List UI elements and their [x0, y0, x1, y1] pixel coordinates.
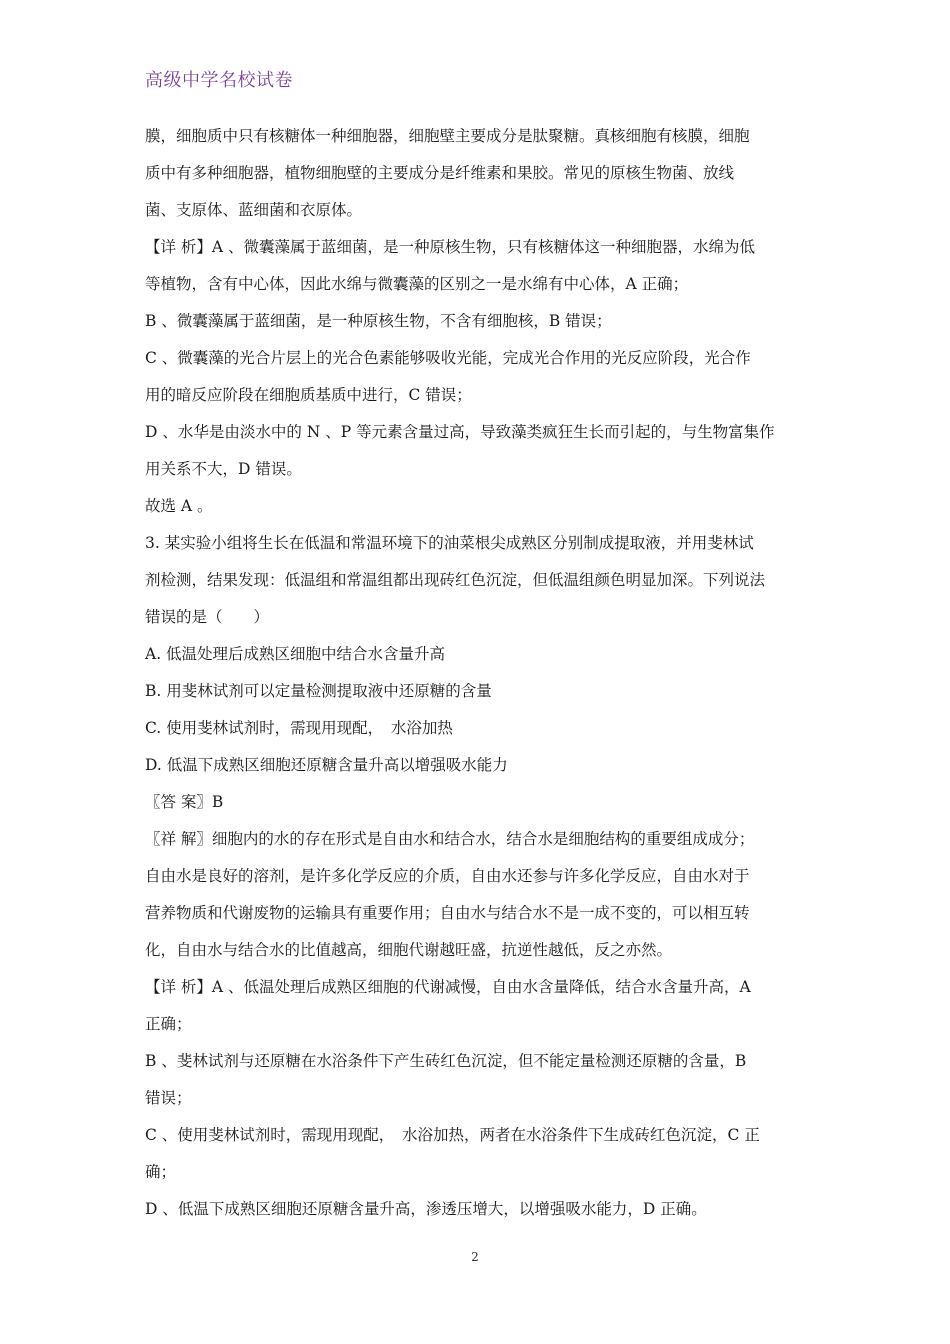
- text-line: 确；: [145, 1163, 177, 1181]
- document-body: [145, 118, 810, 1228]
- option-b: B. 用斐林试剂可以定量检测提取液中还原糖的含量: [145, 682, 492, 700]
- text-line: 【详 析】A 、微囊藻属于蓝细菌，是一种原核生物，只有核糖体这一种细胞器，水绵为低: [145, 238, 756, 256]
- text-line: C 、使用斐林试剂时，需现用现配， 水浴加热，两者在水浴条件下生成砖红色沉淀，C 正: [145, 1126, 760, 1144]
- question-stem-line: 错误的是（ ）: [145, 608, 270, 626]
- text-line: 自由水是良好的溶剂，是许多化学反应的介质，自由水还参与许多化学反应，自由水对于: [145, 867, 750, 885]
- text-line: 故选 A 。: [145, 497, 213, 515]
- option-d: D. 低温下成熟区细胞还原糖含量升高以增强吸水能力: [145, 756, 508, 774]
- text-line: 营养物质和代谢废物的运输具有重要作用；自由水与结合水不是一成不变的，可以相互转: [145, 904, 750, 922]
- text-line: 〖祥 解〗细胞内的水的存在形式是自由水和结合水，结合水是细胞结构的重要组成成分；: [145, 830, 755, 848]
- page-number: 2: [471, 1250, 479, 1264]
- question-stem-line: 剂检测，结果发现：低温组和常温组都出现砖红色沉淀，但低温组颜色明显加深。下列说法: [145, 571, 766, 589]
- option-a: A. 低温处理后成熟区细胞中结合水含量升高: [145, 645, 446, 663]
- question-stem-line: 3. 某实验小组将生长在低温和常温环境下的油菜根尖成熟区分别制成提取液，并用斐林试: [145, 534, 754, 552]
- text-line: 用的暗反应阶段在细胞质基质中进行，C 错误；: [145, 386, 472, 404]
- option-c: C. 使用斐林试剂时，需现用现配， 水浴加热: [145, 719, 453, 737]
- page-header-title: 高级中学名校试卷: [145, 70, 293, 91]
- text-line: D 、低温下成熟区细胞还原糖含量升高，渗透压增大，以增强吸水能力，D 正确。: [145, 1200, 707, 1218]
- text-line: 化，自由水与结合水的比值越高，细胞代谢越旺盛，抗逆性越低，反之亦然。: [145, 941, 673, 959]
- text-line: 用关系不大，D 错误。: [145, 460, 302, 478]
- text-line: 膜，细胞质中只有核糖体一种细胞器，细胞壁主要成分是肽聚糖。真核细胞有核膜，细胞: [145, 127, 750, 145]
- text-line: 菌、支原体、蓝细菌和衣原体。: [145, 201, 363, 219]
- text-line: C 、微囊藻的光合片层上的光合色素能够吸收光能，完成光合作用的光反应阶段，光合作: [145, 349, 751, 367]
- text-line: D 、水华是由淡水中的 N 、P 等元素含量过高，导致藻类疯狂生长而引起的，与生物富集作: [145, 423, 775, 441]
- text-line: 【详 析】A 、低温处理后成熟区细胞的代谢减慢，自由水含量降低，结合水含量升高，A: [145, 978, 751, 996]
- text-line: 质中有多种细胞器，植物细胞壁的主要成分是纤维素和果胶。常见的原核生物菌、放线: [145, 164, 735, 182]
- text-line: 错误；: [145, 1089, 192, 1107]
- text-line: 正确；: [145, 1015, 192, 1033]
- text-line: B 、斐林试剂与还原糖在水浴条件下产生砖红色沉淀，但不能定量检测还原糖的含量，B: [145, 1052, 747, 1070]
- answer-line: 〖答 案〗B: [145, 793, 224, 811]
- text-line: 等植物，含有中心体，因此水绵与微囊藻的区别之一是水绵有中心体，A 正确；: [145, 275, 689, 293]
- text-line: B 、微囊藻属于蓝细菌，是一种原核生物，不含有细胞核，B 错误；: [145, 312, 612, 330]
